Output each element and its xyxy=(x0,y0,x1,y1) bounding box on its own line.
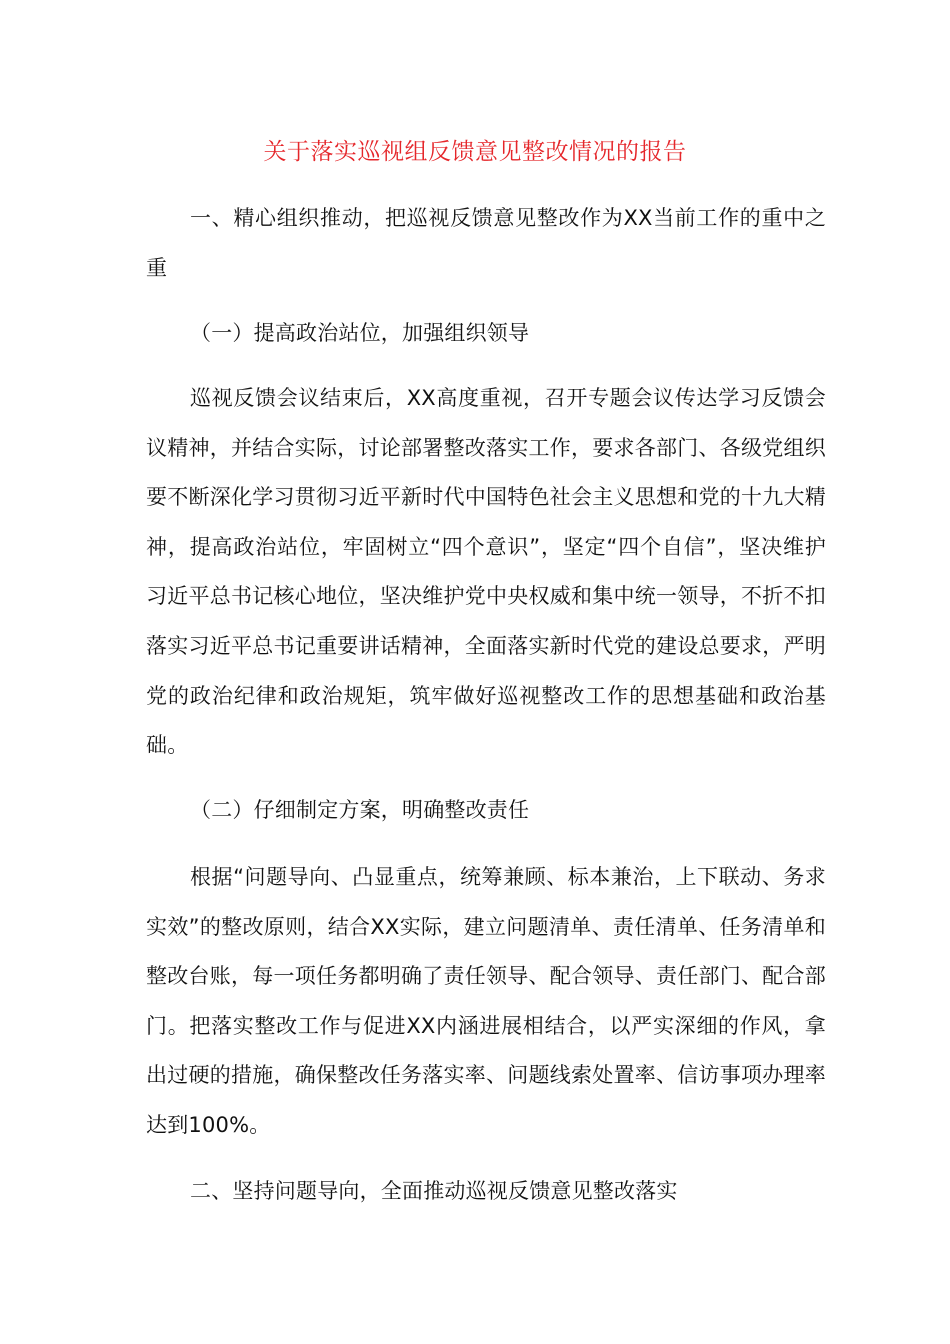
paragraph-1: 巡视反馈会议结束后，XX高度重视，召开专题会议传达学习反馈会议精神，并结合实际，讨论部署整改落实工作，要求各部门、各级党组织要不断深化学习贯彻习近平新时代中国特色社会主义思想和党的十九大精神，提高政治站位，牢固树立“四个意识”，坚定“四个自信”，坚决维护习近平总书记核心地位，坚决维护党中央权威和集中统一领导，不折不扣落实习近平总书记重要讲话精神，全面落实新时代党的建设总要求，严明党的政治纪律和政治规矩，筑牢做好巡视整改工作的思想基础和政治基础。 xyxy=(146,386,826,758)
subsection-1-heading: （一）提高政治站位，加强组织领导 xyxy=(190,321,530,345)
section-2-heading: 二、坚持问题导向，全面推动巡视反馈意见整改落实 xyxy=(190,1179,678,1203)
section-1-heading: 一、精心组织推动，把巡视反馈意见整改作为XX当前工作的重中之重 xyxy=(146,206,826,280)
paragraph-2: 根据“问题导向、凸显重点，统筹兼顾、标本兼治，上下联动、务求实效”的整改原则，结合XX实际，建立问题清单、责任清单、任务清单和整改台账，每一项任务都明确了责任领导、配合领导、责任部门、配合部门。把落实整改工作与促进XX内涵进展相结合，以严实深细的作风，拿出过硬的措施，确保整改任务落实率、问题线索处置率、信访事项办理率达到100%。 xyxy=(146,865,826,1137)
subsection-2-heading: （二）仔细制定方案，明确整改责任 xyxy=(190,798,530,822)
document-title: 关于落实巡视组反馈意见整改情况的报告 xyxy=(263,139,687,165)
